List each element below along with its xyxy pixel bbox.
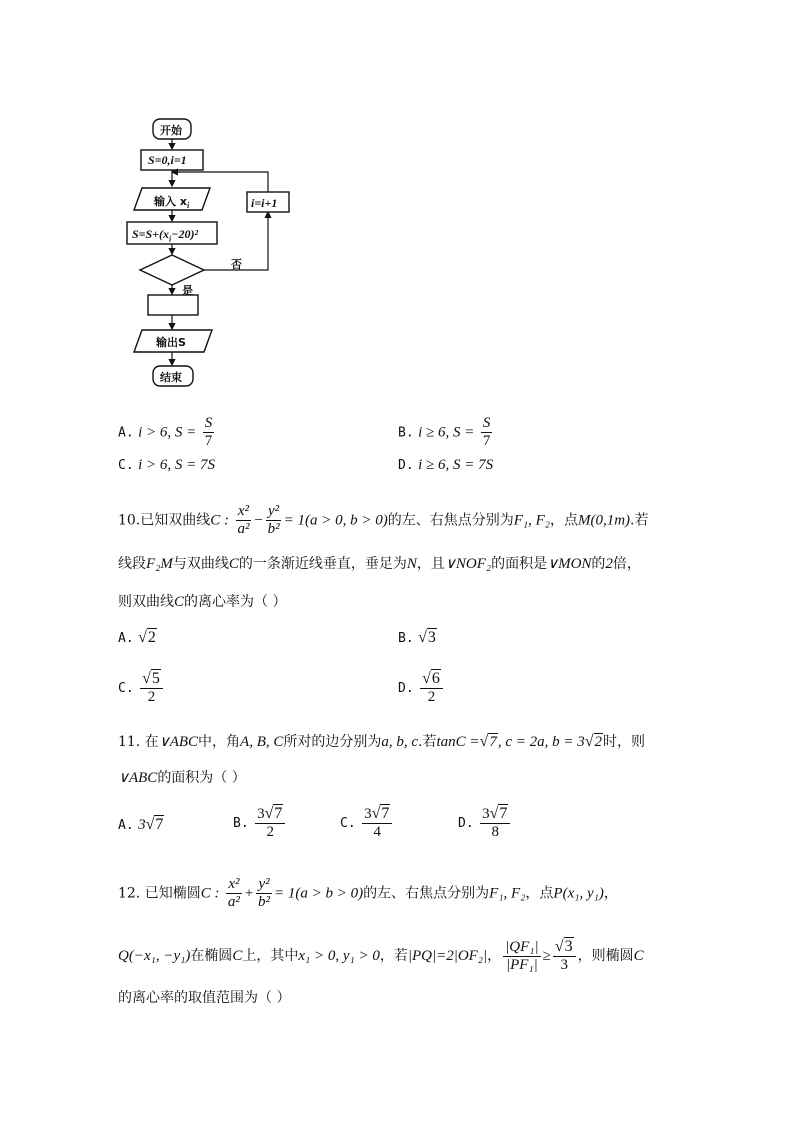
q10-line-2: 线段F₂M与双曲线C的一条渐近线垂直，垂足为N，且∨NOF₂的面积是∨MON的2倍， [118,556,641,572]
flowchart-end-label: 结束 [160,371,182,384]
flowchart-start-label: 开始 [160,124,182,137]
q10-option-b: B. √3 [398,629,436,646]
flowchart-update-label: $S=S+(x_i-20)^2$ [132,227,199,244]
q12-line-2: Q(−x₁, −y₁)在椭圆C上，其中x₁ > 0, y₁ > 0，若|PQ|=2|OF₂|， $\frac{\text{|QF₁|}}{\text{|PF₁|}}$ ≥ $\frac{√3}{3}$ ，则椭圆C [118,938,644,973]
q12-line-1: 12. 已知椭圆C : $\frac{\text{x²}}{\text{a²}}$ + $\frac{\text{y²}}{\text{b²}}$ = 1(a > b > 0)的左、右焦点分别为F₁, F₂，点P(x₁, y₁)， [118,876,618,910]
q11-line-2: ∨ABC的面积为（ ） [118,770,246,786]
flowchart-no-label: 否 [231,258,242,271]
q9-option-d: D. i ≥ 6, S = 7S [398,457,494,473]
q10-option-d: D. $\frac{√6}{2}$ [398,670,445,706]
q11-option-b: B. $\frac{3√7}{2}$ [233,805,287,841]
q11-option-c: C. $\frac{3√7}{4}$ [340,805,394,841]
q9-option-a: A. i > 6, S = $\frac{S}{7}$ [118,415,213,449]
q9-option-c: C. i > 6, S = 7S [118,457,216,473]
flowchart-empty-box [148,295,198,315]
flowchart-output-label: 输出S [156,336,186,349]
q12-line-3: 的离心率的取值范围为（ ） [118,990,291,1006]
flowchart-input-label: 输入 $x_i$ [154,195,190,211]
q10-line-3: 则双曲线C的离心率为（ ） [118,594,287,610]
q11-option-d: D. $\frac{3√7}{8}$ [458,805,512,841]
q9-option-b: B. i ≥ 6, S = $\frac{S}{7}$ [398,415,491,449]
flowchart-init-label: S=0,i=1 [148,153,187,167]
flowchart-increment-label: i=i+1 [251,196,278,210]
q10-option-a: A. √2 [118,629,156,646]
q11-option-a: A. 3√7 [118,816,164,833]
q11-line-1: 11. 在∨ABC中，角A, B, C所对的边分别为a, b, c.若tanC =√7, c = 2a, b = 3√2时，则 [118,733,646,750]
q10-line-1: 10.已知双曲线C : $\frac{\text{x²}}{\text{a²}}$ − $\frac{\text{y²}}{\text{b²}}$ = 1(a > 0, b > 0)的左、右焦点分别为F₁, F₂，点M(0,1m).若 [118,503,649,537]
flowchart-yes-label: 是 [182,284,193,297]
flowchart-decision-diamond [140,255,204,285]
q10-option-c: C. $\frac{√5}{2}$ [118,670,165,706]
